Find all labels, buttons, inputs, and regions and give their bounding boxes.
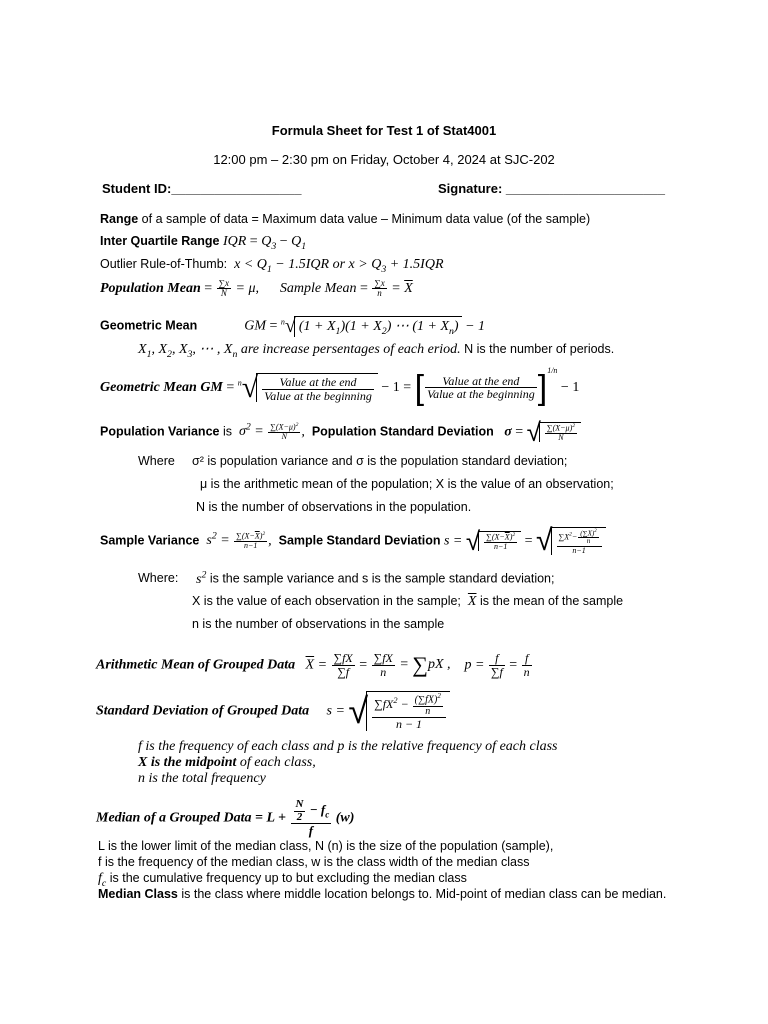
geometric-mean-formula: Geometric Mean GM = $^n$√ $(1 + X_1)(1 + X_2)$ ⋯ $(1 + X_n) - 1$ [100, 315, 486, 338]
is-text: is [219, 424, 236, 439]
student-id-field: Student ID:__________________ [102, 181, 302, 196]
where-line-3: N is the number of observations in the population. [196, 500, 472, 514]
where2-line-2b: is the mean of the sample [476, 594, 624, 608]
range-text: of a sample of data = Maximum data value – Minimum data value (of the sample) [138, 212, 591, 226]
where-line-1: σ² is population variance and σ is the population standard deviation; [192, 454, 568, 468]
grouped-note-2b: of each class, [236, 755, 316, 770]
grouped-note-2 [138, 755, 316, 771]
where2-line-2a: X is the value of each observation in the sample; [192, 594, 461, 608]
value-end-label: Value at the end [279, 375, 357, 390]
periods-note: N is the number of periods. [460, 342, 615, 356]
exam-schedule: 12:00 pm – 2:30 pm on Friday, October 4, 2024 at SJC-202 [213, 152, 555, 167]
population-mean-label: Population Mean [100, 281, 201, 297]
population-sd-label: Population Standard Deviation [311, 424, 494, 439]
median-line-4-text: is the class where middle location belongs to. Mid-point of median class can be median. [177, 887, 667, 901]
outlier-label: Outlier Rule-of-Thumb: [100, 257, 228, 271]
population-variance-formula: Population Variance is $\sigma^2$ = $\frac{\sum(X-\mu)^2}{N}$ , Population Standard Deviation σ = √ $\frac{\sum(X-\mu)^2}{N}$ [100, 419, 581, 445]
where2-label: Where: [138, 571, 179, 585]
range-term: Range [100, 212, 139, 226]
sample-mean-label: Sample Mean [279, 281, 357, 297]
grouped-mean-formula: Arithmetic Mean of Grouped Data $\overline{X}$ = $\frac{\sum fX}{\sum f}$ = $\frac{\sum fX}{n}$ = ∑pX , p = $\frac{f}{\sum f}$ = $\frac{f}{n}$ [96, 651, 530, 679]
median-class-term: Median Class [98, 887, 178, 901]
where2-line-3: n is the number of observations in the sample [192, 617, 445, 631]
where2-line-2: X is the value of each observation in the sample; $\overline{X}$ is the mean of the sample [192, 594, 624, 609]
range-definition [100, 212, 590, 226]
sample-sd-label: Sample Standard Deviation [278, 533, 441, 548]
population-variance-label: Population Variance [100, 424, 220, 439]
geometric-mean-label: Geometric Mean [100, 318, 198, 333]
median-line-3-text: is the cumulative frequency up to but excluding the median class [106, 871, 467, 885]
signature-field: Signature: ______________________ [438, 181, 665, 196]
where2-line-1-text: is the sample variance and s is the sample standard deviation; [206, 571, 555, 586]
mean-formulas: Population Mean = $\frac{\sum x}{N}$ = μ, Sample Mean = $\frac{\sum x}{n}$ = $\overline{X}$ [100, 278, 413, 299]
grouped-sd-label: Standard Deviation of Grouped Data [96, 703, 310, 719]
grouped-note-2a: X is the midpoint [138, 755, 237, 770]
median-formula: Median of a Grouped Data = L + $\frac{N}{2}$ − $f_c$ f (w) [96, 798, 355, 839]
median-line-3: $f_c$ is the cumulative frequency up to but excluding the median class [98, 871, 467, 889]
median-line-4 [98, 887, 666, 901]
grouped-sd-formula: Standard Deviation of Grouped Data s = √ $\sum fX^2$ − $\frac{(\sum fX)^2}{n}$ n − 1 [96, 691, 450, 731]
outlier-or: or [332, 257, 346, 272]
median-line-2: f is the frequency of the median class, w is the class width of the median class [98, 855, 530, 869]
outlier-rule: Outlier Rule-of-Thumb: $x < Q_1 - 1.5IQR$ or $x > Q_3 + 1.5IQR$ [100, 257, 444, 275]
page-title: Formula Sheet for Test 1 of Stat4001 [271, 123, 497, 138]
iqr-label: Inter Quartile Range [100, 234, 220, 248]
geometric-mean-note: $X_1$, $X_2$, $X_3$, ⋯ , $X_n$ are increase persentages of each eriod. N is the number of periods. [138, 342, 615, 360]
where-line-2: μ is the arithmetic mean of the population; X is the value of an observation; [200, 477, 614, 491]
geometric-mean-label-2: Geometric Mean [100, 380, 197, 395]
geometric-mean-ratio-formula: Geometric Mean GM = $^n$√ $\frac{\text{Value at the end}}{\text{Value at the beginning}}$ − 1 = [ $\frac{\text{Value at the end}}{\text{Value at the beginning}}$ ]$^{1/n}$ − 1 [100, 366, 580, 407]
sample-variance-formula: Sample Variance $s^2$ = $\frac{\sum(X-\overline{X})^2}{n-1}$ , Sample Standard Deviation s = √ $\frac{\sum(X-\overline{X})^2}{n-1}$ = √ $\sum X^2-$ $\frac{(\sum X)^2}{n}$ n−1 [100, 526, 606, 556]
grouped-note-3: n is the total frequency [138, 771, 266, 786]
sample-variance-label: Sample Variance [100, 533, 200, 548]
grouped-mean-label: Arithmetic Mean of Grouped Data [96, 657, 296, 673]
periods-text: are increase persentages of each eriod. [240, 342, 461, 357]
value-begin-label: Value at the beginning [264, 388, 372, 403]
where2-line-1: $s^2$ is the sample variance and s is the sample standard deviation; [196, 569, 555, 587]
median-line-1: L is the lower limit of the median class, N (n) is the size of the population (sample), [98, 839, 554, 853]
median-label: Median of a Grouped Data [96, 810, 252, 826]
iqr-expression: IQR [222, 234, 247, 249]
where-label: Where [138, 454, 175, 468]
grouped-note-1: f is the frequency of each class and p is the relative frequency of each class [138, 739, 558, 754]
iqr-formula: Inter Quartile Range IQR = $Q_3 - Q_1$ [100, 234, 307, 252]
